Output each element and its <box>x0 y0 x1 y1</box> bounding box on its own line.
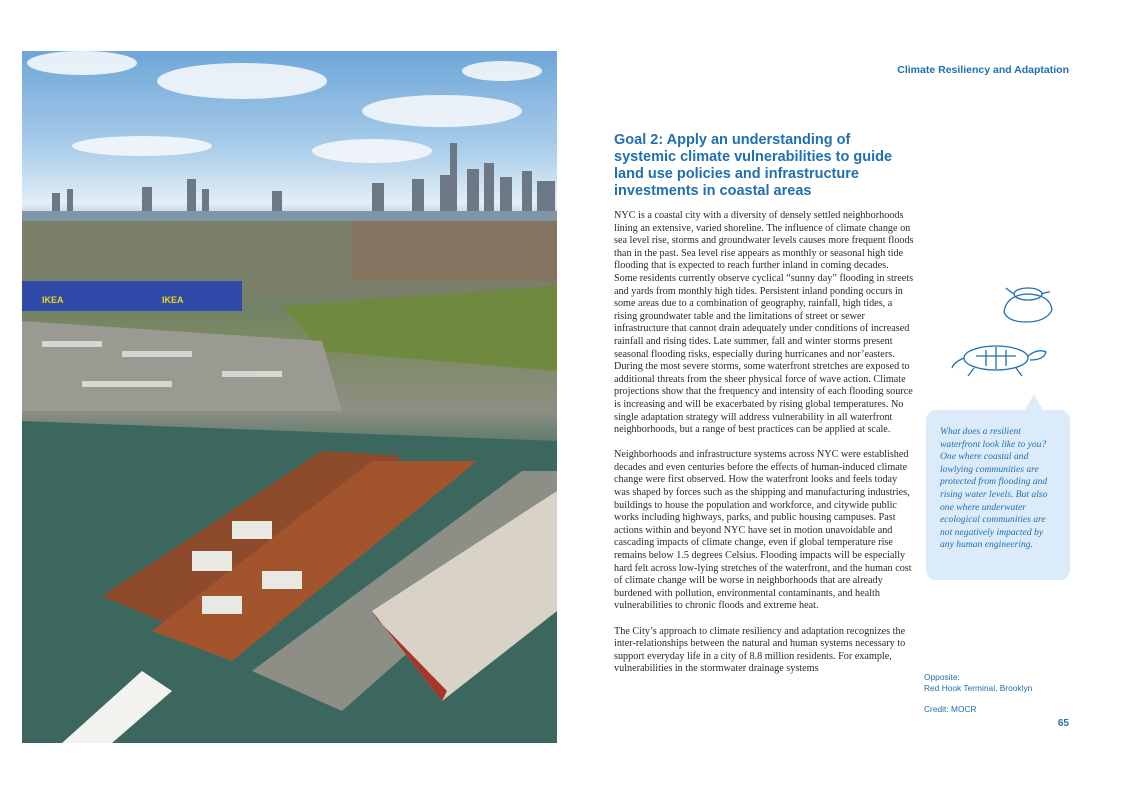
body-text <box>614 210 914 689</box>
body-paragraph-1: NYC is a coastal city with a diversity of densely settled neighborhoods lining an extensive, varied shoreline. The influence of climate change on sea level rise, storms and groundwater levels causes more frequent floods than in the past. Sea level rise appears as monthly or seasonal high tide flooding that is expected to reach further inland in coming decades. Some residents currently observe cyclical “sunny day” flooding in streets and yards from monthly high tides. Persistent inland ponding occurs in some areas due to a combination of geography, rainfall, high tides, a rising groundwater table and the limitations of street or sewer infrastructure that cannot drain adequately under conditions of increased rainfall and rising tides. Late summer, fall and winter storms present seasonal flooding risks, especially during hurricanes and nor’easters. During the most severe storms, some waterfront stretches are exposed to additional threats from the sheer physical force of wave action. Climate projections show that the frequency and intensity of each flooding source is increasing and will be exacerbated by rising global temperatures. No single adaptation strategy will address vulnerability in all waterfront neighborhoods, but a range of best practices can be applied at scale. <box>614 210 914 436</box>
photo-credit: Credit: MOCR <box>924 704 977 714</box>
section-title: Climate Resiliency and Adaptation <box>897 64 1069 76</box>
callout-quote: What does a resilient waterfront look like to you? One where coastal and lowlying communities are protected from flooding and rising water levels. But also one where underwater ecological communities are not negatively impacted by any human engineering. <box>940 426 1048 551</box>
photo-caption <box>924 672 1074 693</box>
ikea-sign-2: IKEA <box>162 295 184 305</box>
page-number: 65 <box>1057 718 1069 729</box>
caption-label: Opposite: <box>924 672 960 682</box>
body-paragraph-3: The City’s approach to climate resiliency and adaptation recognizes the inter-relationships between the natural and human systems necessary to support everyday life in a city of 8.8 million residents. For example, vulnerabilities in the stormwater drainage systems <box>614 625 906 675</box>
ikea-sign: IKEA <box>42 295 64 305</box>
quote-callout <box>926 410 1070 580</box>
turtle-illustration <box>946 282 1066 387</box>
turtle-icon <box>946 282 1066 382</box>
goal-heading: Goal 2: Apply an understanding of systemic climate vulnerabilities to guide land use policies and infrastructure investments in coastal areas <box>614 132 893 199</box>
terminal-photo <box>22 51 557 743</box>
caption-text: Red Hook Terminal, Brooklyn <box>924 682 1033 693</box>
body-paragraph-2: Neighborhoods and infrastructure systems across NYC were established decades and even centuries before the effects of human-induced climate change were first observed. How the waterfront looks and feels today was shaped by forces such as the shipping and manufacturing industries, buildings to house the population and workforce, and citywide public works including highways, parks, and public housing campuses. Past actions within and beyond NYC have set in motion unavoidable and cascading impacts of climate change, even if global temperature rise remains below 1.5 degrees Celsius. Flooding impacts will be especially hard felt across low-lying stretches of the waterfront, and the human cost of climate change will be worse in neighborhoods that are already burdened with pollution, environmental contaminants, and health vulnerabilities to chronic floods and extreme heat. <box>614 449 912 612</box>
terminal-photo-illustration <box>22 51 557 743</box>
